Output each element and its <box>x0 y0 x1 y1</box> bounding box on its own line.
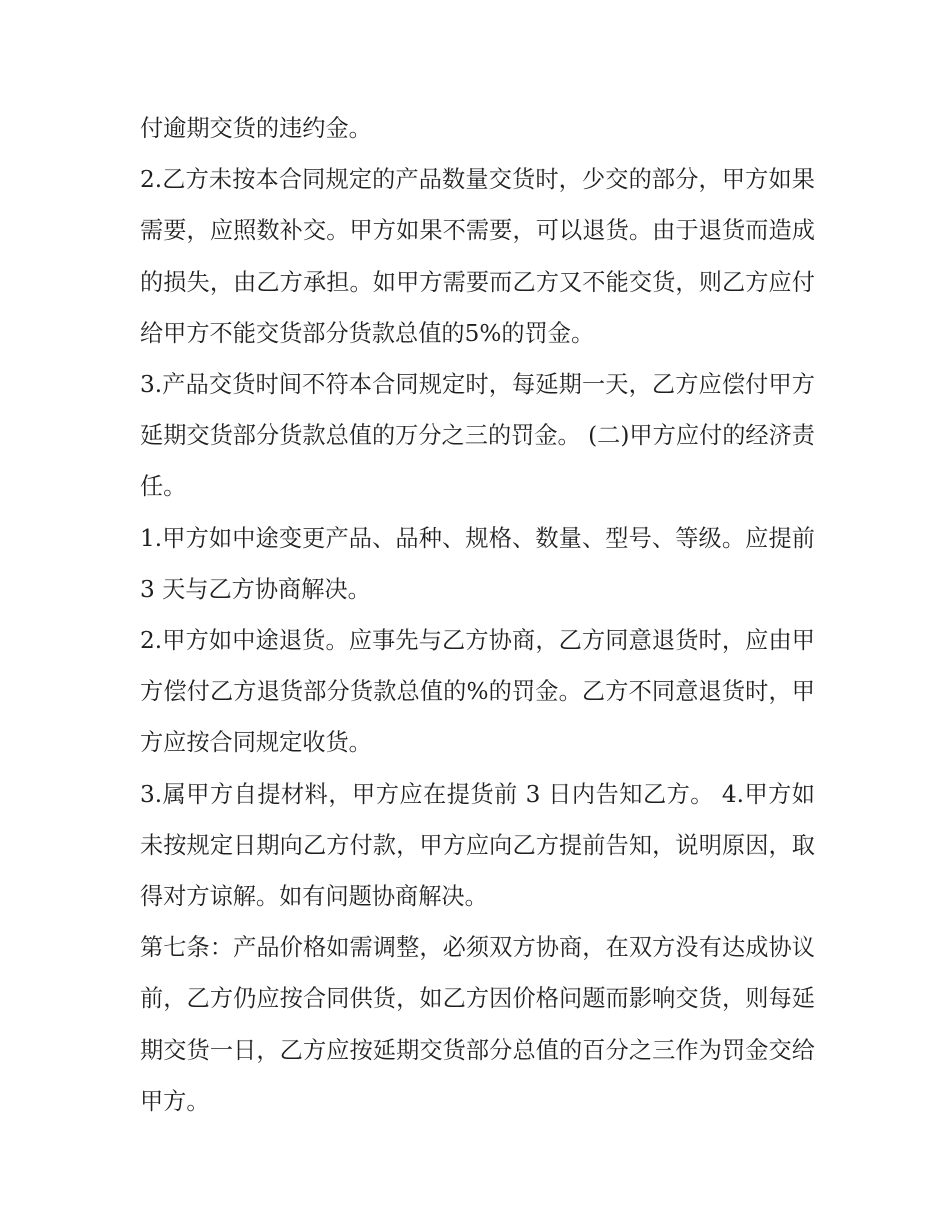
paragraph-return-goods: 2.甲方如中途退货。应事先与乙方协商，乙方同意退货时，应由甲方偿付乙方退货部分货款总值的%的罚金。乙方不同意退货时，甲方应按合同规定收货。 <box>140 627 815 757</box>
paragraph-late-delivery-penalty: 付逾期交货的违约金。 <box>140 115 372 142</box>
paragraph-article-seven-price: 第七条：产品价格如需调整，必须双方协商，在双方没有达成协议前，乙方仍应按合同供货，如乙方因价格问题而影响交货，则每延期交货一日，乙方应按延期交货部分总值的百分之三作为罚金交给甲方。 <box>140 934 815 1115</box>
paragraph-quantity-shortfall: 2.乙方未按本合同规定的产品数量交货时，少交的部分，甲方如果需要，应照数补交。甲方如果不需要，可以退货。由于退货而造成的损失，由乙方承担。如甲方需要而乙方又不能交货，则乙方应付给甲方不能交货部分货款总值的5%的罚金。 <box>140 166 815 347</box>
paragraph-product-change: 1.甲方如中途变更产品、品种、规格、数量、型号、等级。应提前 3 天与乙方协商解决。 <box>140 524 815 603</box>
paragraph-self-pickup-payment: 3.属甲方自提材料，甲方应在提货前 3 日内告知乙方。 4.甲方如未按规定日期向乙方付款，甲方应向乙方提前告知，说明原因，取得对方谅解。如有问题协商解决。 <box>140 780 815 911</box>
paragraph-delivery-delay: 3.产品交货时间不符本合同规定时，每延期一天，乙方应偿付甲方延期交货部分货款总值的万分之三的罚金。 (二)甲方应付的经济责任。 <box>140 371 815 501</box>
document-page <box>140 103 815 1127</box>
